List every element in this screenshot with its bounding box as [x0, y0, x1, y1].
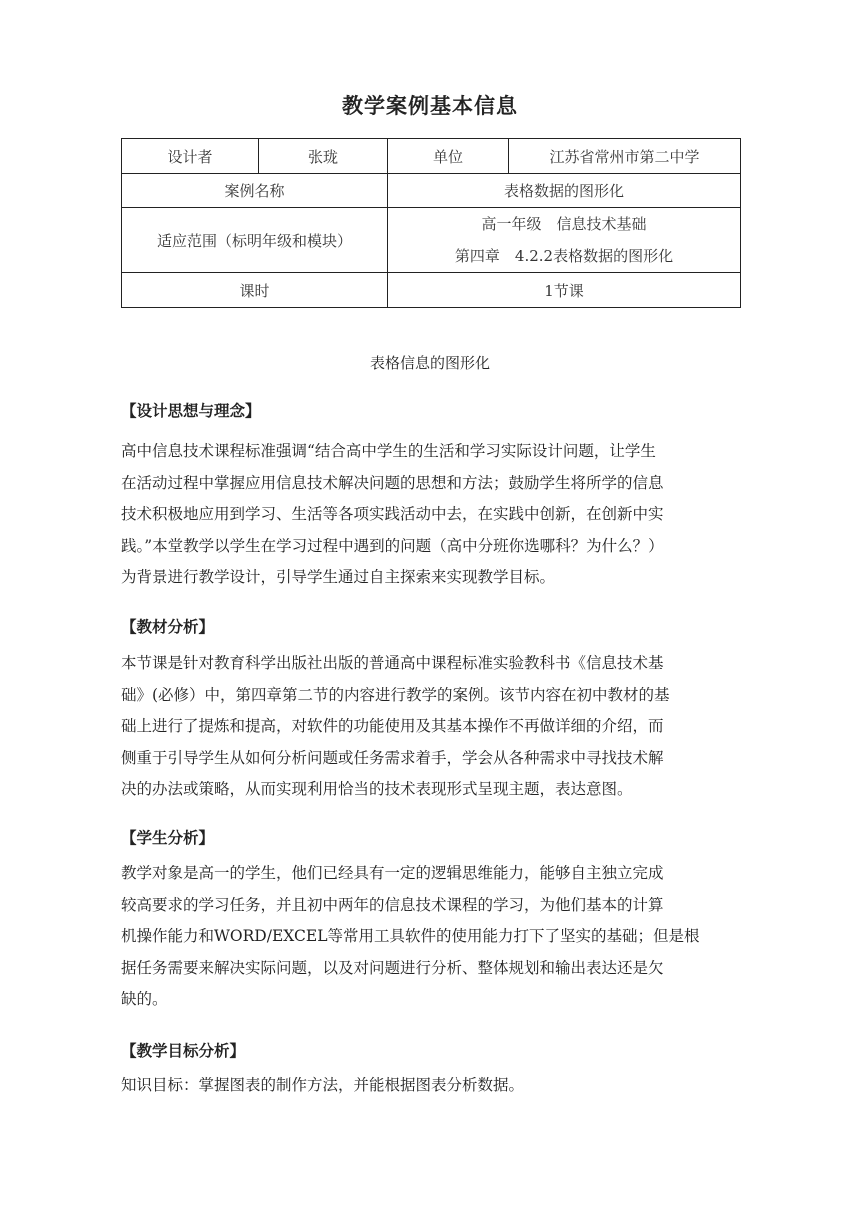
scope-value: [388, 208, 741, 273]
table-row: [122, 174, 741, 208]
section-body-goals: [121, 1070, 743, 1102]
paragraph-line: 知识目标：掌握图表的制作方法，并能根据图表分析数据。: [121, 1076, 525, 1094]
paragraph-line: 本节课是针对教育科学出版社出版的普通高中课程标准实验教科书《信息技术基: [121, 654, 664, 672]
document-title: 教学案例基本信息: [342, 94, 518, 118]
paragraph-line: 础》(必修）中，第四章第二节的内容进行教学的案例。该节内容在初中教材的基: [121, 685, 670, 704]
scope-line-1: 高一年级 信息技术基础: [481, 215, 647, 233]
table-row: [122, 208, 741, 273]
paragraph-line: 决的办法或策略，从而实现利用恰当的技术表现形式呈现主题，表达意图。: [121, 780, 633, 799]
unit-label: 单位: [388, 139, 509, 174]
table-row: [122, 139, 741, 174]
case-name-label: 案例名称: [122, 174, 388, 208]
paragraph-line: 践。”本堂教学以学生在学习过程中遇到的问题（高中分班你选哪科？为什么？）: [121, 536, 664, 555]
paragraph-line: 教学对象是高一的学生，他们已经具有一定的逻辑思维能力，能够自主独立完成: [121, 864, 664, 882]
section-heading-students: 【学生分析】: [121, 829, 215, 847]
hours-label: 课时: [122, 273, 388, 308]
hours-value: 1节课: [388, 273, 741, 308]
paragraph-line: 高中信息技术课程标准强调“结合高中学生的生活和学习实际设计问题，让学生: [121, 442, 656, 460]
paragraph-line: 为背景进行教学设计，引导学生通过自主探索来实现教学目标。: [121, 568, 556, 587]
unit-value: 江苏省常州市第二中学: [509, 139, 741, 174]
table-row: [122, 273, 741, 308]
scope-line-2: 第四章 4.2.2表格数据的图形化: [454, 247, 674, 265]
section-heading-material: 【教材分析】: [121, 618, 215, 636]
section-heading-goals: 【教学目标分析】: [121, 1042, 246, 1060]
paragraph-line: 技术积极地应用到学习、生活等各项实践活动中去，在实践中创新，在创新中实: [121, 505, 664, 524]
designer-value: 张珑: [259, 139, 388, 174]
paragraph-line: 较高要求的学习任务，并且初中两年的信息技术课程的学习，为他们基本的计算: [121, 895, 664, 914]
case-name-value: 表格数据的图形化: [388, 174, 741, 208]
paragraph-line: 础上进行了提炼和提高，对软件的功能使用及其基本操作不再做详细的介绍，而: [121, 717, 664, 736]
designer-label: 设计者: [122, 139, 259, 174]
case-subtitle: 表格信息的图形化: [369, 354, 490, 372]
section-body-students: [121, 858, 743, 1016]
paragraph-line: 据任务需要来解决实际问题，以及对问题进行分析、整体规划和输出表达还是欠: [121, 958, 664, 977]
section-body-material: [121, 648, 743, 806]
paragraph-line: 机操作能力和WORD/EXCEL等常用工具软件的使用能力打下了坚实的基础；但是根: [121, 927, 700, 946]
section-heading-design: 【设计思想与理念】: [121, 402, 261, 420]
scope-label: 适应范围（标明年级和模块）: [122, 208, 388, 273]
paragraph-line: 侧重于引导学生从如何分析问题或任务需求着手，学会从各种需求中寻找技术解: [121, 748, 664, 767]
section-body-design: [121, 436, 743, 594]
basic-info-table: [121, 138, 741, 308]
paragraph-line: 缺的。: [121, 990, 168, 1009]
paragraph-line: 在活动过程中掌握应用信息技术解决问题的思想和方法；鼓励学生将所学的信息: [121, 473, 664, 492]
